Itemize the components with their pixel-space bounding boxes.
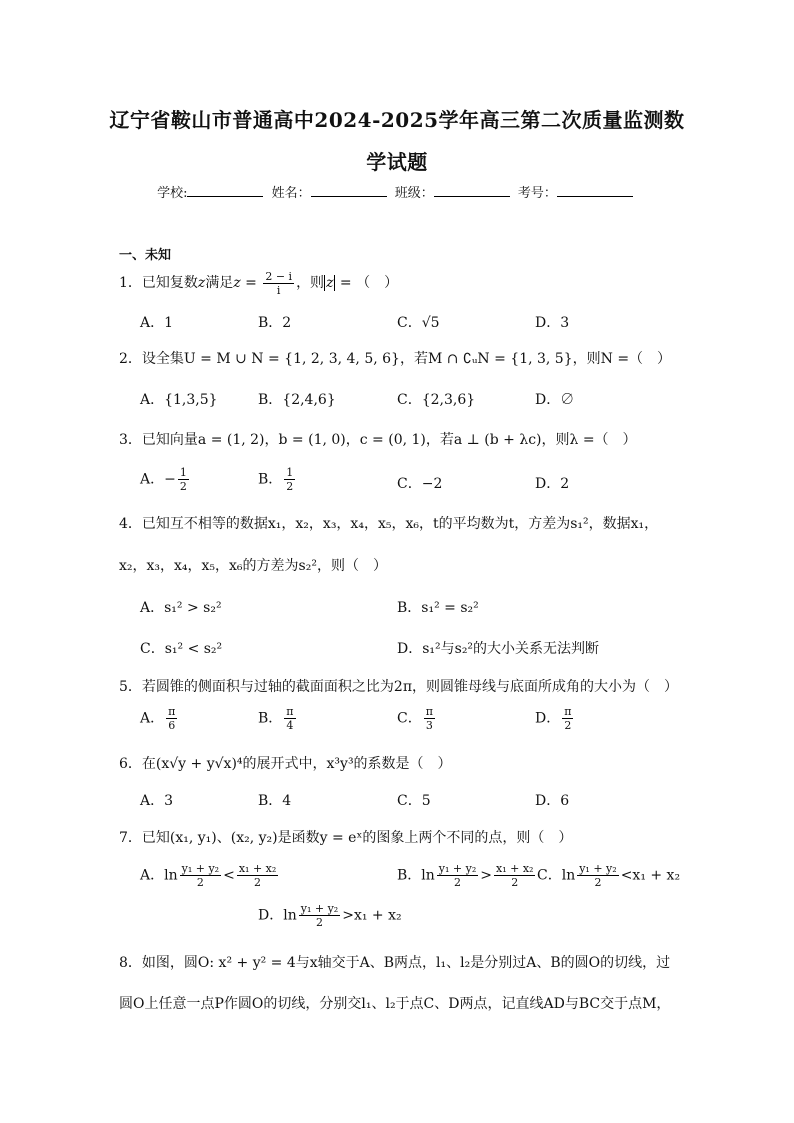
question-8-line2: 圆O上任意一点P作圆O的切线，分别交l₁、l₂于点C、D两点，记直线AD与BC交于点M， <box>119 996 671 1012</box>
q1-option-d[interactable]: D．3 <box>535 315 570 331</box>
school-blank[interactable] <box>187 184 263 197</box>
question-4-line2: x₂，x₃，x₄，x₅，x₆的方差为s₂²，则（ ） <box>119 558 387 574</box>
student-info-line <box>0 182 794 201</box>
id-blank[interactable] <box>557 184 633 197</box>
q4-option-b[interactable]: B．s₁² = s₂² <box>397 600 479 616</box>
q6-option-c[interactable]: C．5 <box>397 793 431 809</box>
id-label: 考号： <box>517 186 557 201</box>
q5-option-b[interactable]: B． $\frac{\pi}{4}$ <box>258 705 294 732</box>
q3-option-a[interactable]: A．− $\frac{1}{2}$ <box>140 466 187 493</box>
question-1: 1．已知复数z满足z = $\frac{2 - i}{i}$ ，则 z = （ ） <box>119 269 399 297</box>
question-5: 5．若圆锥的侧面积与过轴的截面面积之比为2π，则圆锥母线与底面所成角的大小为（ ） <box>119 679 679 695</box>
section-heading: 一、未知 <box>119 248 172 263</box>
question-8-line1: 8．如图，圆O: x² + y² = 4与x轴交于A、B两点，l₁、l₂是分别过A、B的圆O的切线，过 <box>119 955 671 971</box>
q7-option-d[interactable]: D．ln $\frac{\text{y₁ + y₂}}{2}$ >x₁ + x₂ <box>258 902 402 929</box>
q1-option-c[interactable]: C．√5 <box>397 315 440 331</box>
q1-option-a[interactable]: A．1 <box>140 315 174 331</box>
name-label: 姓名： <box>271 186 311 201</box>
q2-option-c[interactable]: C．{2,3,6} <box>397 392 476 408</box>
q2-option-d[interactable]: D．∅ <box>535 392 575 408</box>
q7-option-a[interactable]: A．ln $\frac{\text{y₁ + y₂}}{2}$ < $\frac{\text{x₁ + x₂}}{2}$ <box>140 862 277 889</box>
q3-option-d[interactable]: D．2 <box>535 476 570 492</box>
question-6: 6．在(x√y + y√x)⁴的展开式中，x³y³的系数是（ ） <box>119 756 452 772</box>
q3-option-c[interactable]: C．−2 <box>397 476 443 492</box>
q1-option-b[interactable]: B．2 <box>258 315 292 331</box>
q5-option-a[interactable]: A． $\frac{\pi}{6}$ <box>140 705 176 732</box>
question-3: 3．已知向量a = (1, 2)，b = (1, 0)，c = (0, 1)，若a ⊥ (b + λc)，则λ =（ ） <box>119 432 637 448</box>
q2-option-b[interactable]: B．{2,4,6} <box>258 392 336 408</box>
q5-option-d[interactable]: D． $\frac{\pi}{2}$ <box>535 705 572 732</box>
page-title-cont: 学试题 <box>366 150 428 174</box>
q5-option-c[interactable]: C． $\frac{\pi}{3}$ <box>397 705 433 732</box>
question-7: 7．已知(x₁, y₁)、(x₂, y₂)是函数y = eˣ的图象上两个不同的点，则（ ） <box>119 830 573 846</box>
question-2: 2．设全集U = M ∪ N = {1, 2, 3, 4, 5, 6}，若M ∩ ∁ᵤN = {1, 3, 5}，则N =（ ） <box>119 351 672 367</box>
class-label: 班级： <box>394 186 434 201</box>
school-label: 学校: <box>157 186 188 201</box>
q7-option-b[interactable]: B．ln $\frac{\text{y₁ + y₂}}{2}$ > $\frac{\text{x₁ + x₂}}{2}$ <box>397 862 534 889</box>
question-4-line1: 4．已知互不相等的数据x₁，x₂，x₃，x₄，x₅，x₆，t的平均数为t，方差为s₁²，数据x₁， <box>119 516 659 532</box>
name-blank[interactable] <box>311 184 387 197</box>
class-blank[interactable] <box>434 184 510 197</box>
q4-option-a[interactable]: A．s₁² > s₂² <box>140 600 222 616</box>
q2-option-a[interactable]: A．{1,3,5} <box>140 392 218 408</box>
page-title: 辽宁省鞍山市普通高中2024-2025学年高三第二次质量监测数 <box>109 108 685 132</box>
q4-option-c[interactable]: C．s₁² < s₂² <box>140 641 223 657</box>
q4-option-d[interactable]: D．s₁²与s₂²的大小关系无法判断 <box>397 641 600 657</box>
q7-option-c[interactable]: C．ln $\frac{\text{y₁ + y₂}}{2}$ <x₁ + x₂ <box>537 862 681 889</box>
q6-option-d[interactable]: D．6 <box>535 793 570 809</box>
q6-option-b[interactable]: B．4 <box>258 793 292 809</box>
q3-option-b[interactable]: B． $\frac{1}{2}$ <box>258 466 294 493</box>
q6-option-a[interactable]: A．3 <box>140 793 174 809</box>
